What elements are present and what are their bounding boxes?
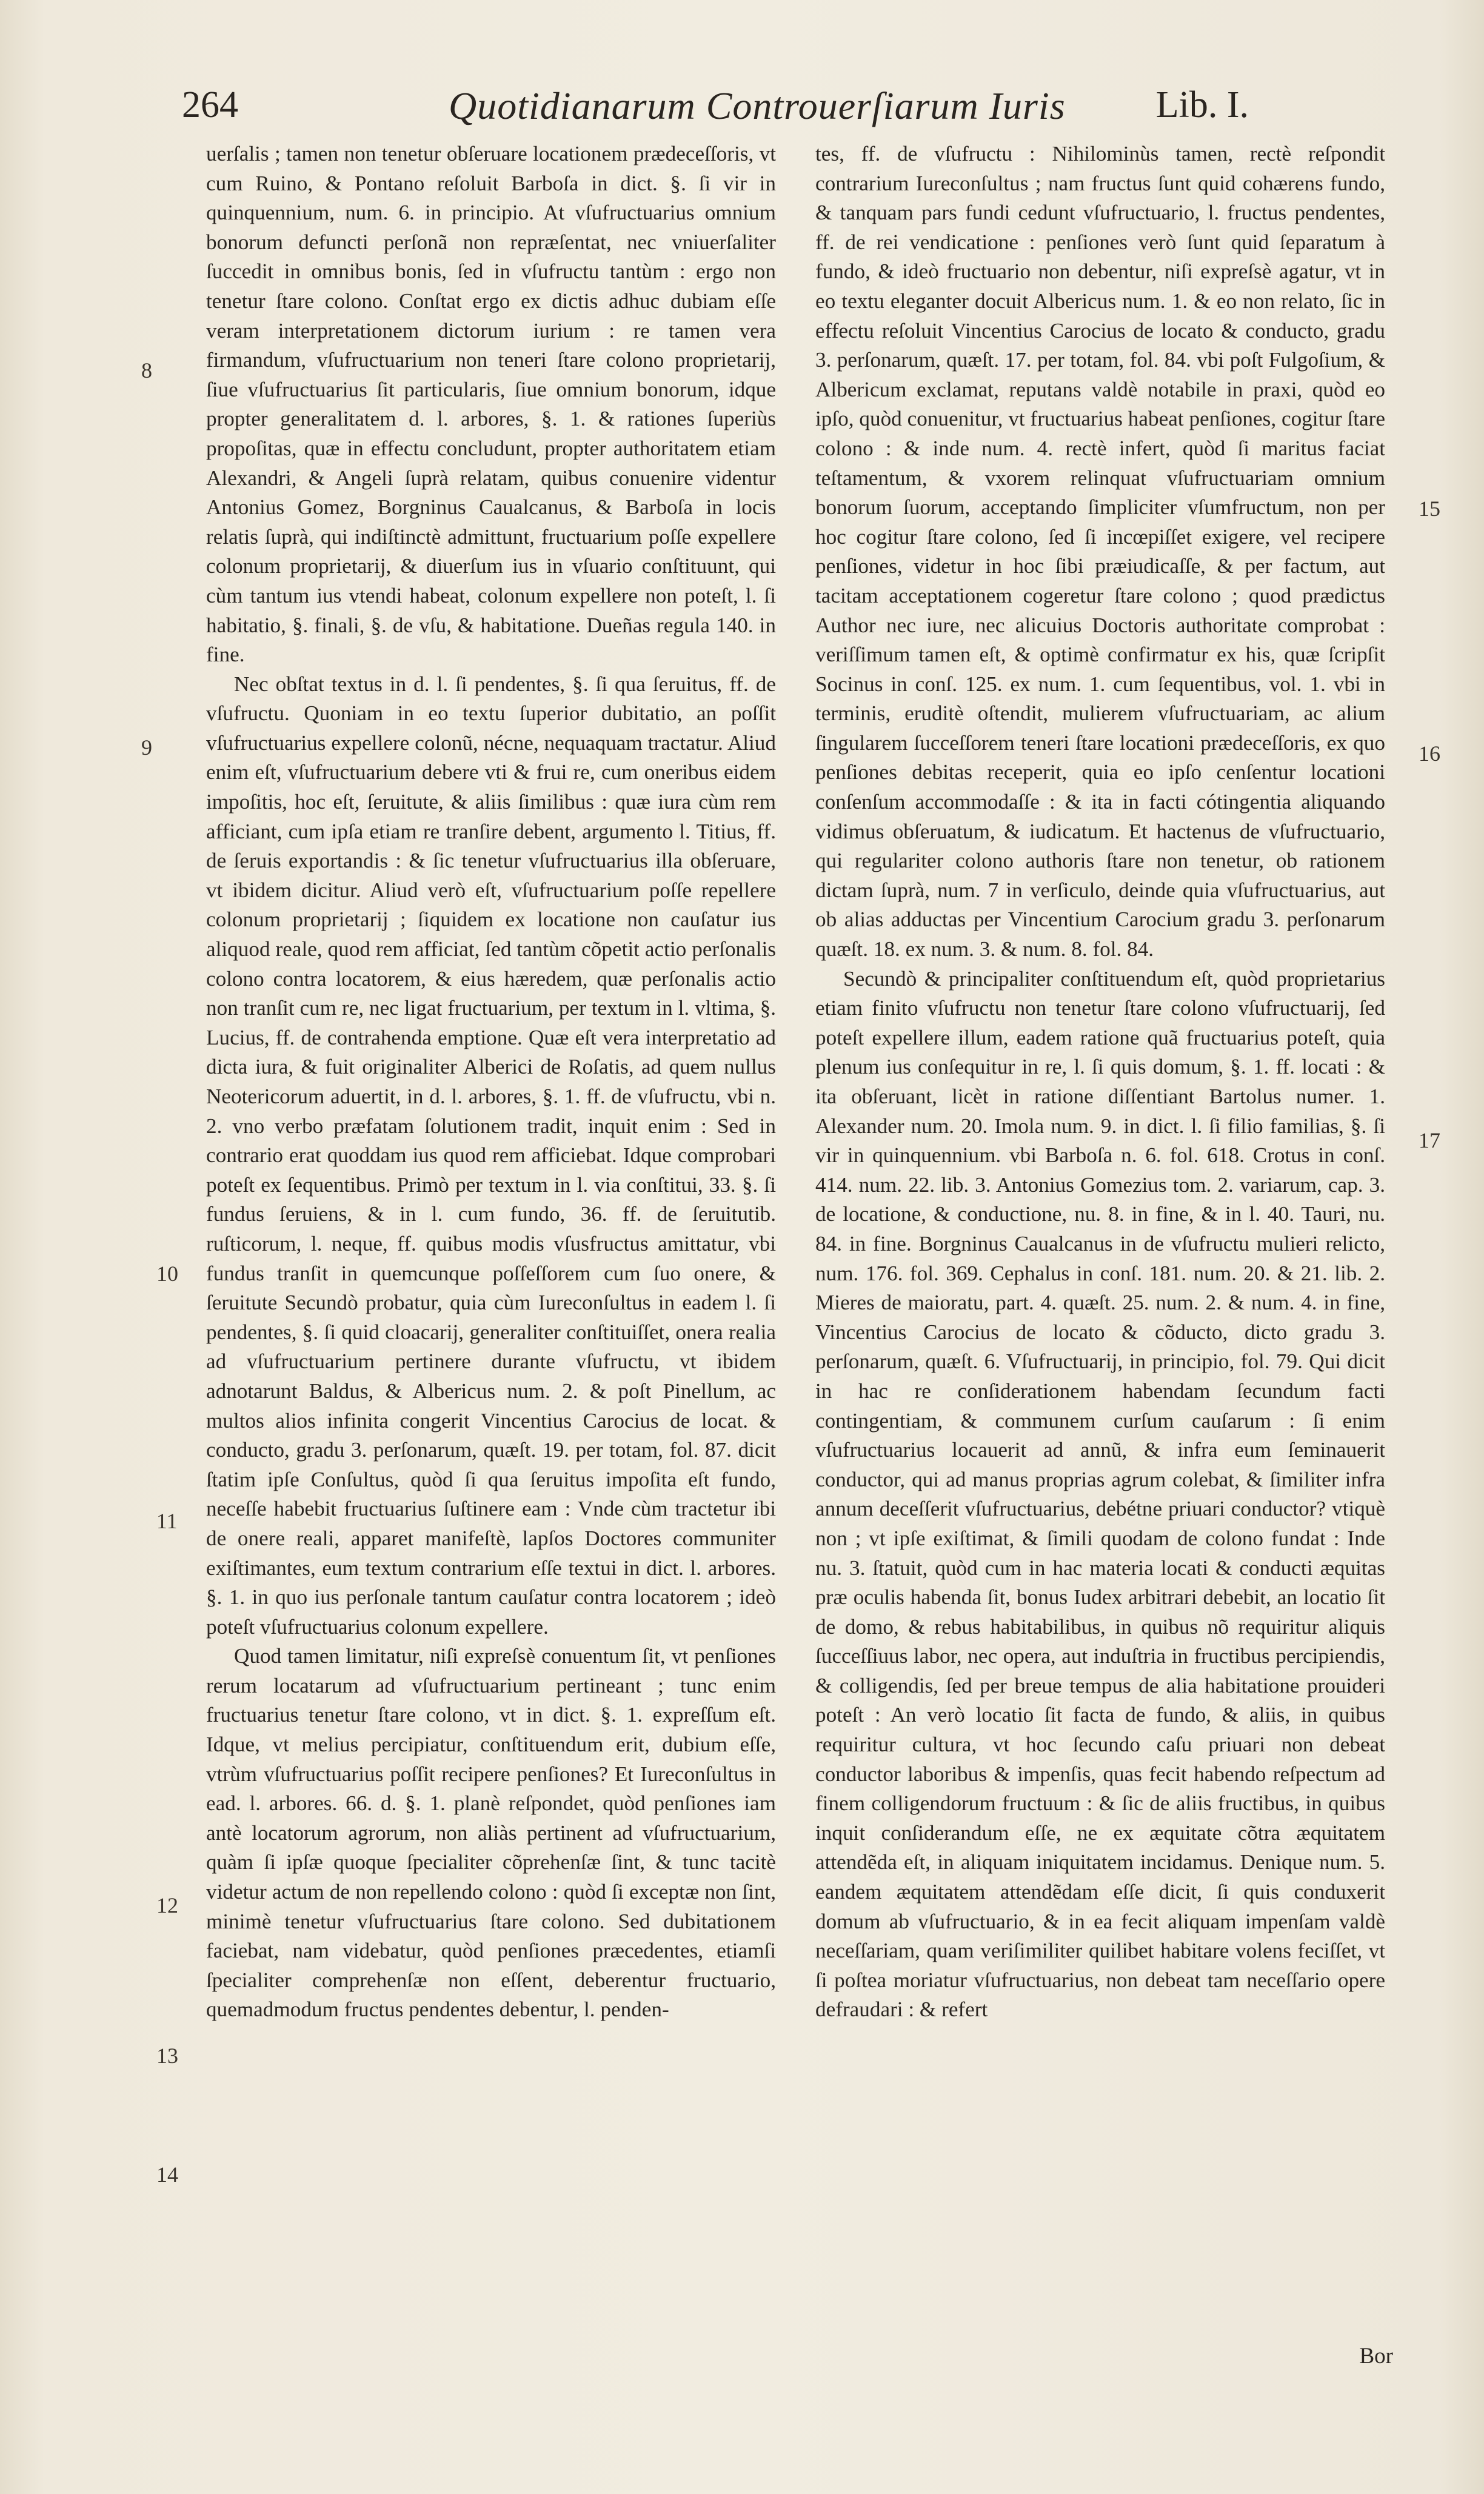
margin-number: 12 <box>156 1893 178 1917</box>
right-column <box>815 139 1385 2025</box>
left-column <box>206 139 776 2025</box>
paragraph: tes, ff. de vſufructu : Nihilominùs tamen, rectè reſpondit contrarium Iureconſultus ; nam fructus ſunt quid cohærens fundo, & tanquam pars fundi cedunt vſufructuario, l. fructus pendentes, ff. de rei vendicatione : penſiones verò ſunt quid ſeparatum à fundo, & ideò fructuario non debentur, niſi expreſsè agatur, vt in eo textu eleganter docuit Albericus num. 1. & eo non relato, ſic in effectu reſoluit Vincentius Carocius de locato & conducto, gradu 3. perſonarum, quæſt. 17. per totam, fol. 84. vbi poſt Fulgoſium, & Albericum exclamat, reputans valdè notabile in praxi, quòd eo ipſo, quòd conuenitur, vt fructuarius habeat penſiones, cogitur ſtare colono : & inde num. 4. rectè infert, quòd ſi maritus faciat teſtamentum, & vxorem relinquat vſufructuariam omnium bonorum ſuorum, acceptando ſimpliciter vſumfructum, non per hoc cogitur ſtare colono, ſed ſi incœpiſſet exigere, vel recipere penſiones, videtur in hoc ſibi præiudicaſſe, & per factum, aut tacitam acceptationem cogeretur ſtare colono ; quod prædictus Author nec iure, nec alicuius Doctoris authoritate comprobat : veriſſimum tamen eſt, & optimè confirmatur ex his, quæ ſcripſit Socinus in conſ. 125. ex num. 1. cum ſequentibus, vol. 1. vbi in terminis, eruditè oſtendit, mulierem vſufructuariam, ac alium ſingularem ſucceſſorem teneri ſtare locationi prædeceſſoris, ex quo penſiones debitas receperit, quia eo ipſo cenſentur locationi conſenſum accommodaſſe : & ita in facti cótingentia aliquando vidimus obſeruatum, & iudicatum. Et hactenus de vſufructuario, qui regulariter colono authoris ſtare non tenetur, ob rationem dictam ſuprà, num. 7 in verſiculo, deinde quia vſufructuarius, aut ob alias adductas per Vincentium Carocium gradu 3. perſonarum quæſt. 18. ex num. 3. & num. 8. fol. 84. <box>815 142 1385 961</box>
margin-number: 8 <box>141 358 152 383</box>
page-header <box>182 79 1249 133</box>
catchword: Bor <box>1359 2344 1393 2369</box>
margin-number: 15 <box>1419 496 1440 521</box>
running-title: Quotidianarum Controuerſiarum Iuris <box>449 84 1066 127</box>
margin-number: 10 <box>156 1262 178 1286</box>
margin-number: 16 <box>1419 741 1440 766</box>
paragraph: Nec obſtat textus in d. l. ſi pendentes, §. ſi qua ſeruitus, ff. de vſufructu. Quoniam in eo textu ſuperior dubitatio, an poſſit vſufructuarius expellere colonũ, nécne, nequaquam tractatur. Aliud enim eſt, vſufructuarium debere vti & frui re, cum oneribus eidem impoſitis, hoc eſt, ſeruitute, & aliis ſimilibus : quæ iura cùm rem afficiant, cum ipſa etiam re tranſire debent, argumento l. Titius, ff. de ſeruis exportandis : & ſic tenetur vſufructuarius illa obſeruare, vt ibidem dicitur. Aliud verò eſt, vſufructuarium poſſe repellere colonum proprietarij ; ſiquidem ex locatione non cauſatur ius aliquod reale, quod rem afficiat, ſed tantùm cõpetit actio perſonalis colono contra locatorem, & eius hæredem, quæ perſonalis actio non tranſit cum re, nec ligat fructuarium, per textum in l. vltima, §. Lucius, ff. de contrahenda emptione. Quæ eſt vera interpretatio ad dicta iura, & fuit originaliter Alberici de Roſatis, ad quem nullus Neotericorum aduertit, in d. l. arbores, §. 1. ff. de vſufructu, vbi n. 2. vno verbo præfatam ſolutionem tradit, inquit enim : Sed in contrario erat quoddam ius quod rem afficiebat. Idque comprobari poteſt ex ſequentibus. Primò per textum in l. via conſtitui, 33. §. ſi fundus ſeruiens, & in l. cum fundo, 36. ff. de ſeruitutib. ruſticorum, l. neque, ff. quibus modis vſusfructus amittatur, vbi fundus tranſit in quemcunque poſſeſſorem cum ſuo onere, & ſeruitute Secundò probatur, quia cùm Iureconſultus in eadem l. ſi pendentes, §. ſi quid cloacarij, generaliter conſtituiſſet, onera realia ad vſufructuarium pertinere durante vſufructu, vt ibidem adnotarunt Baldus, & Albericus num. 2. & poſt Pinellum, ac multos alios infinita congerit Vincentius Carocius de locat. & conducto, gradu 3. perſonarum, quæſt. 19. per totam, fol. 87. dicit ſtatim ipſe Conſultus, quòd ſi qua ſeruitus impoſita eſt fundo, neceſſe habebit fructuarius ſuſtinere eam : Vnde cùm tractetur ibi de onere reali, apparet manifeſtè, lapſos Doctores communiter exiſtimantes, eum textum contrarium eſſe textui in dict. l. arbores. §. 1. in quo ius perſonale tantum cauſatur contra locatorem ; ideò poteſt vſufructuarius colonum expellere. <box>206 672 776 1639</box>
margin-number: 13 <box>156 2044 178 2068</box>
margin-number: 14 <box>156 2162 178 2187</box>
paragraph: uerſalis ; tamen non tenetur obſeruare locationem prædeceſſoris, vt cum Ruino, & Pontano reſoluit Barboſa in dict. §. ſi vir in quinquennium, num. 6. in principio. At vſufructuarius omnium bonorum defuncti perſonã non repræſentat, nec vniuerſaliter ſuccedit in omnibus bonis, ſed in vſufructu tantùm : ergo non tenetur ſtare colono. Conſtat ergo ex dictis adhuc dubiam eſſe veram interpretationem dictorum iurium : re tamen vera firmandum, vſufructuarium non teneri ſtare colono proprietarij, ſiue vſufructuarius ſit particularis, ſiue omnium bonorum, idque propter generalitatem d. l. arbores, §. 1. & rationes ſuperiùs propoſitas, quæ in effectu concludunt, propter authoritatem etiam Alexandri, & Angeli ſuprà relatam, quibus conuenire videntur Antonius Gomez, Borgninus Caualcanus, & Barboſa in locis relatis ſuprà, qui indiſtinctè admittunt, fructuarium poſſe expellere colonum proprietarij, & diuerſum ius in vſuario conſtituunt, qui cùm tantum ius vtendi habeat, colonum expellere non poteſt, l. ſi habitatio, §. finali, §. de vſu, & habitatione. Dueñas regula 140. in fine. <box>206 142 776 667</box>
page-number: 264 <box>182 84 238 125</box>
paragraph: Secundò & principaliter conſtituendum eſt, quòd proprietarius etiam finito vſufructu non tenetur ſtare colono vſufructuarij, ſed poteſt expellere illum, eadem ratione quã fructuarius poteſt, quia plenum ius conſequitur in re, l. ſi quis domum, §. 1. ff. locati : & ita obſeruant, licèt in ratione diſſentiant Bartolus numer. 1. Alexander num. 20. Imola num. 9. in dict. l. ſi filio familias, §. ſi vir in quinquennium. vbi Barboſa n. 6. fol. 618. Crotus in conſ. 414. num. 22. lib. 3. Antonius Gomezius tom. 2. variarum, cap. 3. de locatione, & conductione, nu. 8. in fine, & in l. 40. Tauri, nu. 84. in fine. Borgninus Caualcanus in de vſufructu mulieri relicto, num. 176. fol. 369. Cephalus in conſ. 181. num. 20. & 21. lib. 2. Mieres de maioratu, part. 4. quæſt. 25. num. 2. & num. 4. in fine, Vincentius Carocius de locato & cõducto, dicto gradu 3. perſonarum, quæſt. 6. Vſufructuarij, in principio, fol. 79. Qui dicit in hac re conſiderationem habendam ſecundum facti contingentiam, & communem curſum cauſarum : ſi enim vſufructuarius locauerit ad annũ, & infra eum ſeminauerit conductor, qui ad manus proprias agrum colebat, & ſimiliter infra annum deceſſerit vſufructuarius, debétne priuari conductor? vtiquè non ; vt ipſe exiſtimat, & ſimili quodam de colono fundat : Inde nu. 3. ſtatuit, quòd cum in hac materia locati & conducti æquitas præ oculis habenda ſit, bonus Iudex arbitrari debebit, an locatio ſit de domo, & rebus habitabilibus, in quibus nõ requiritur aliquis ſucceſſiuus labor, nec opera, aut induſtria in fructibus percipiendis, & colligendis, ſed per breue tempus de alia habitatione prouideri poteſt : An verò locatio ſit facta de fundo, & aliis, in quibus requiritur cultura, vt hoc ſecundo caſu priuari non debeat conductor laboribus & impenſis, quas fecit habendo reſpectum ad finem colligendorum fructuum : & ſic de aliis fructibus, in quibus inquit conſiderandum eſſe, ne ex æquitate cõtra æquitatem attendẽda eſt, in aliquam iniquitatem incidamus. Denique num. 5. eandem æquitatem attendẽdam eſſe dicit, ſi quis conduxerit domum ab vſufructuario, & in ea fecit aliquam impenſam valdè neceſſariam, quam veriſimiliter quilibet habitare volens feciſſet, vt ſi poſtea moriatur vſufructuarius, non debeat tam neceſſario opere defraudari : & refert <box>815 966 1385 2022</box>
margin-number: 9 <box>141 735 152 760</box>
margin-number: 17 <box>1419 1128 1440 1152</box>
book-label: Lib. I. <box>1155 84 1249 125</box>
paragraph: Quod tamen limitatur, niſi expreſsè conuentum ſit, vt penſiones rerum locatarum ad vſufructuarium pertineant ; tunc enim fructuarius tenetur ſtare colono, vt in dict. §. 1. expreſſum eſt. Idque, vt melius percipiatur, conſtituendum erit, dubium eſſe, vtrùm vſufructuarius poſſit recipere penſiones? Et Iureconſultus in ead. l. arbores. 66. d. §. 1. planè reſpondet, quòd penſiones iam antè locatorum agrorum, non aliàs pertinent ad vſufructuarium, quàm ſi ipſæ quoque ſpecialiter cõprehenſæ ſint, & tunc tacitè videtur actum de non repellendo colono : quòd ſi exceptæ non ſint, minimè tenetur vſufructuarius ſtare colono. Sed dubitationem faciebat, nam videbatur, quòd penſiones præcedentes, etiamſi ſpecialiter comprehenſæ non eſſent, deberentur fructuario, quemadmodum fructus pendentes debentur, l. penden- <box>206 1644 776 2022</box>
margin-number: 11 <box>156 1509 178 1533</box>
